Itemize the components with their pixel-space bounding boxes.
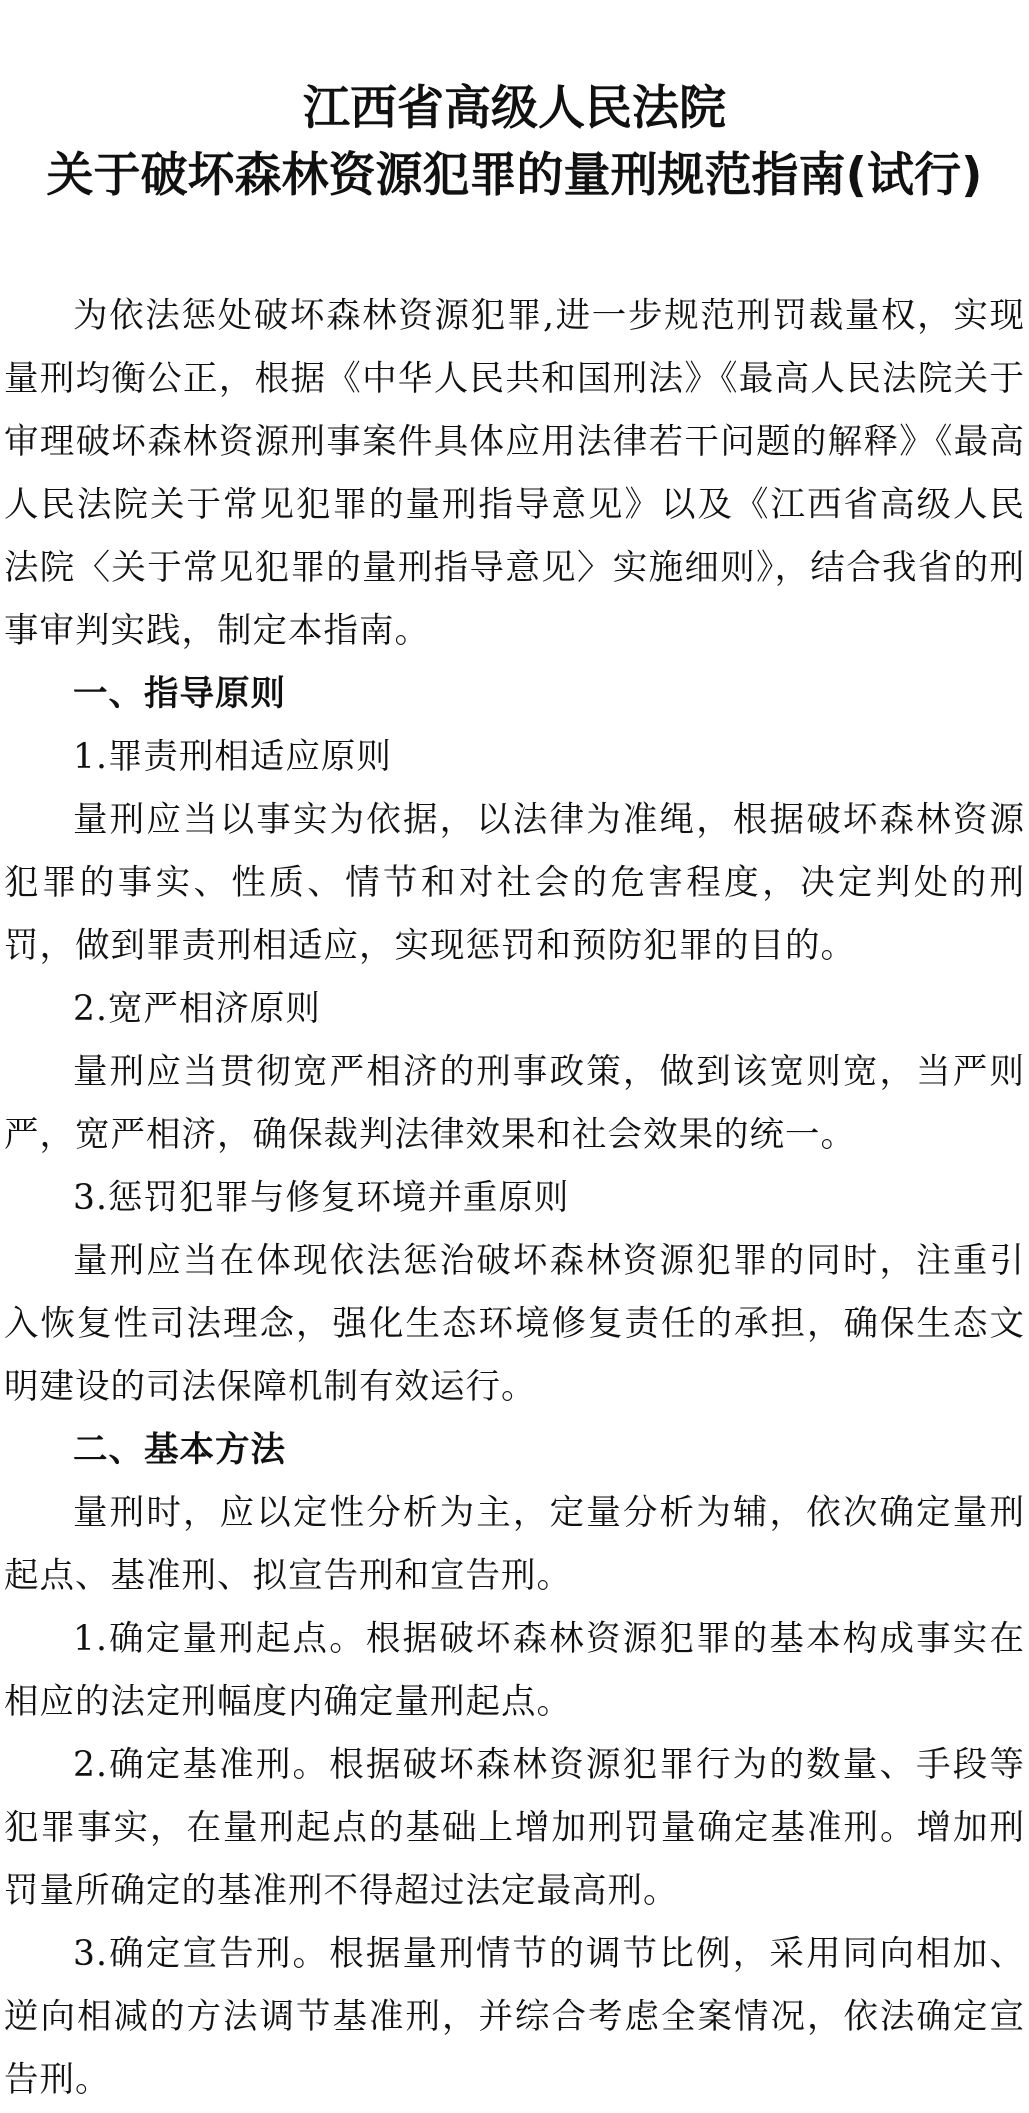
method-3-paragraph: 3.确定宣告刑。根据量刑情节的调节比例，采用同向相加、逆向相减的方法调节基准刑，并综合考虑全案情况，依法确定宣告刑。 — [4, 1934, 1025, 2100]
subheading-principle-3: 3.惩罚犯罪与修复环境并重原则 — [73, 1178, 570, 1218]
method-2-paragraph: 2.确定基准刑。根据破坏森林资源犯罪行为的数量、手段等犯罪事实，在量刑起点的基础上增加刑罚量确定基准刑。增加刑罚量所确定的基准刑不得超过法定最高刑。 — [4, 1745, 1025, 1911]
preamble-paragraph: 为依法惩处破坏森林资源犯罪,进一步规范刑罚裁量权，实现量刑均衡公正，根据《中华人民共和国刑法》《最高人民法院关于审理破坏森林资源刑事案件具体应用法律若干问题的解释》《最高人民法院关于常见犯罪的量刑指导意见》以及《江西省高级人民法院〈关于常见犯罪的量刑指导意见〉实施细则》，结合我省的刑事审判实践，制定本指南。 — [4, 296, 1025, 651]
methods-intro-paragraph: 量刑时，应以定性分析为主，定量分析为辅，依次确定量刑起点、基准刑、拟宣告刑和宣告刑。 — [4, 1493, 1025, 1596]
principle-1-paragraph: 量刑应当以事实为依据，以法律为准绳，根据破坏森林资源犯罪的事实、性质、情节和对社会的危害程度，决定判处的刑罚，做到罪责刑相适应，实现惩罚和预防犯罪的目的。 — [4, 800, 1025, 966]
document-title-line-1: 江西省高级人民法院 — [303, 81, 726, 136]
principle-3-paragraph: 量刑应当在体现依法惩治破坏森林资源犯罪的同时，注重引入恢复性司法理念，强化生态环境修复责任的承担，确保生态文明建设的司法保障机制有效运行。 — [4, 1241, 1025, 1407]
method-1-paragraph: 1.确定量刑起点。根据破坏森林资源犯罪的基本构成事实在相应的法定刑幅度内确定量刑起点。 — [4, 1619, 1025, 1722]
document-title-line-2: 关于破坏森林资源犯罪的量刑规范指南(试行) — [46, 148, 983, 203]
principle-2-paragraph: 量刑应当贯彻宽严相济的刑事政策，做到该宽则宽，当严则严，宽严相济，确保裁判法律效果和社会效果的统一。 — [4, 1052, 1025, 1155]
subheading-principle-1: 1.罪责刑相适应原则 — [73, 737, 392, 777]
document-body — [4, 285, 1025, 2112]
subheading-principle-2: 2.宽严相济原则 — [73, 989, 321, 1029]
section-heading-basic-methods: 二、基本方法 — [73, 1430, 286, 1470]
section-heading-guiding-principles: 一、指导原则 — [73, 674, 286, 714]
